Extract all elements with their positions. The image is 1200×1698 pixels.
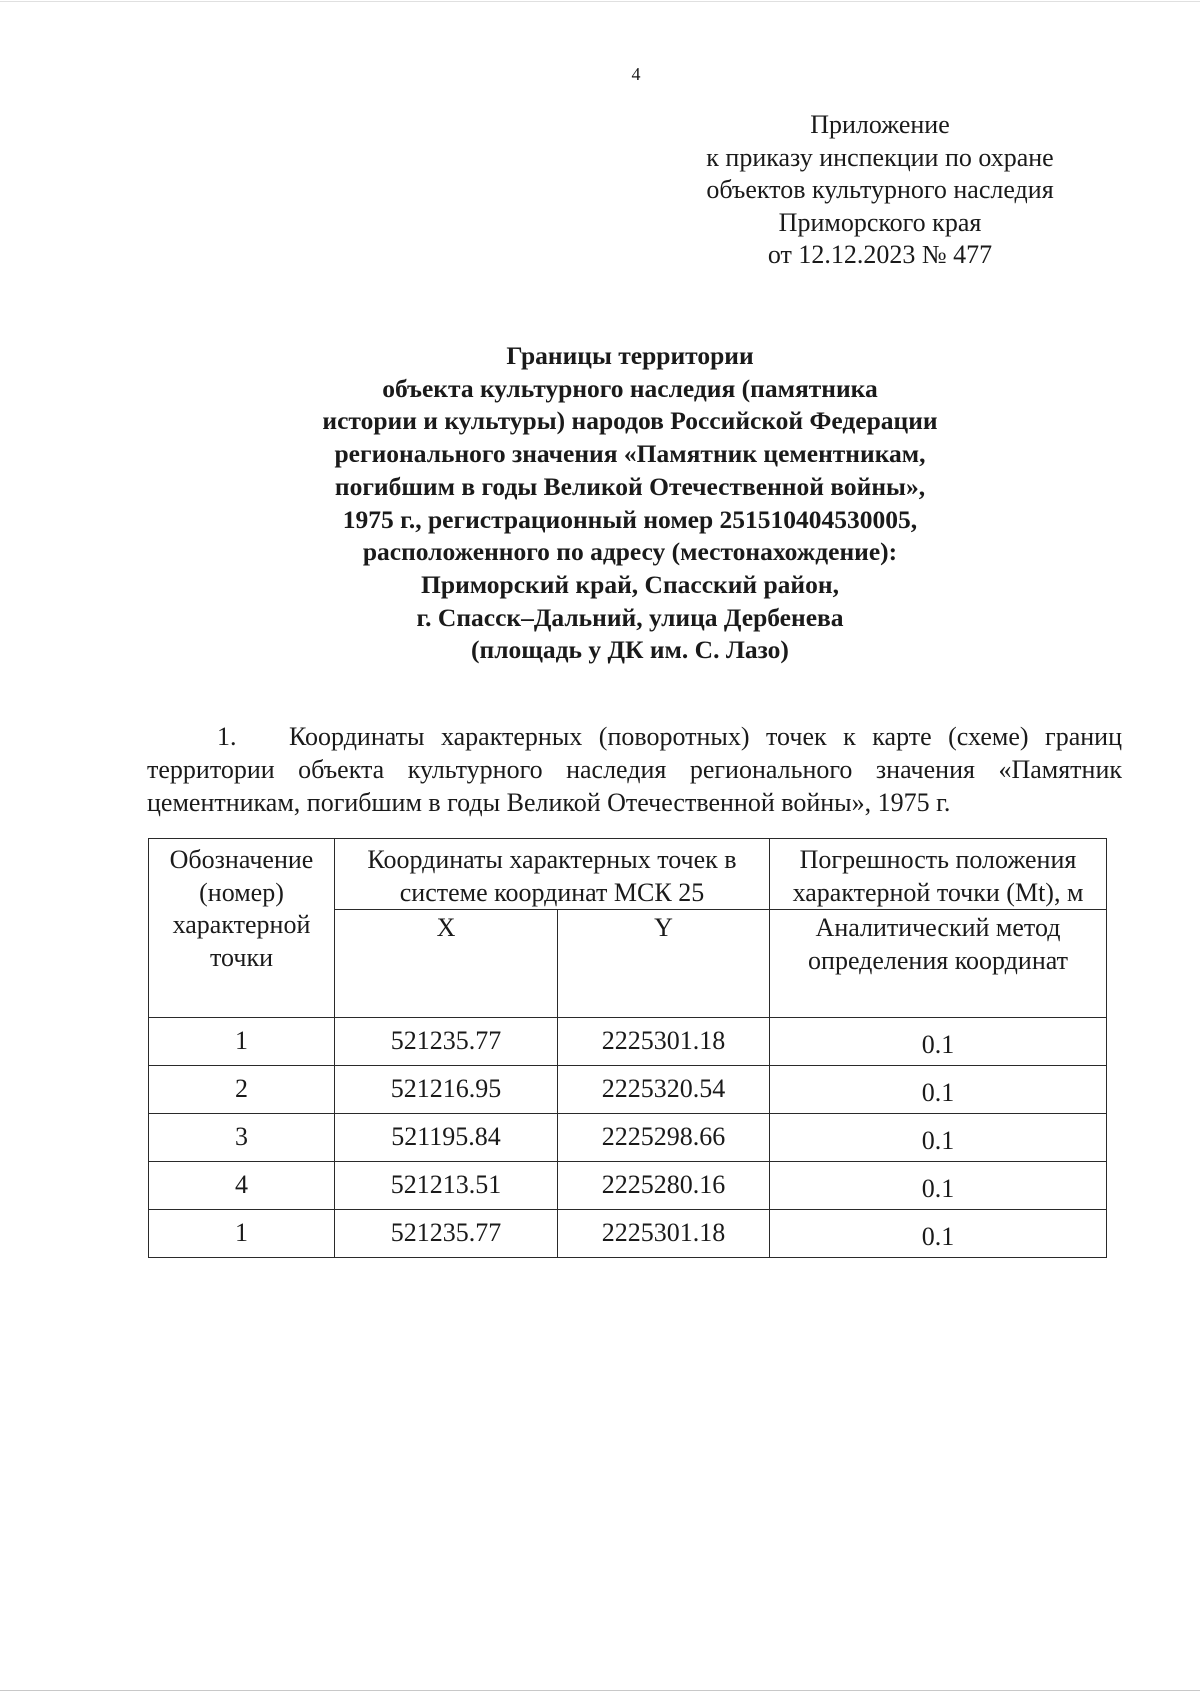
cell-point: 3: [149, 1114, 335, 1162]
title-line: расположенного по адресу (местонахождение):: [362, 537, 898, 567]
annex-line: к приказу инспекции по охране: [706, 142, 1054, 172]
cell-y: 2225320.54: [558, 1066, 770, 1114]
scan-edge-top: [0, 1, 1200, 2]
cell-y: 2225301.18: [558, 1018, 770, 1066]
title-line: 1975 г., регистрационный номер 251510404530005,: [342, 504, 918, 534]
cell-x: 521235.77: [335, 1018, 558, 1066]
page-number: 4: [631, 64, 641, 84]
title-line: Приморский край, Спасский район,: [421, 569, 839, 599]
annex-block: [660, 109, 1100, 272]
table-row: [149, 1162, 1107, 1210]
header-y: Y: [558, 910, 770, 1018]
document-title: [230, 340, 1030, 667]
cell-y: 2225298.66: [558, 1114, 770, 1162]
title-line: истории и культуры) народов Российской Федерации: [322, 406, 938, 436]
cell-mt: 0.1: [770, 1210, 1107, 1258]
title-line: регионального значения «Памятник цементникам,: [334, 439, 926, 469]
cell-y: 2225280.16: [558, 1162, 770, 1210]
cell-y: 2225301.18: [558, 1210, 770, 1258]
header-error: Погрешность положения характерной точки (Mt), м: [770, 839, 1107, 910]
coordinates-table: [148, 838, 1107, 1258]
header-point: Обозначение (номер) характерной точки: [149, 839, 335, 1018]
cell-x: 521195.84: [335, 1114, 558, 1162]
title-line: объекта культурного наследия (памятника: [382, 373, 878, 403]
header-x: X: [335, 910, 558, 1018]
title-line: (площадь у ДК им. С. Лазо): [471, 635, 789, 665]
header-method: Аналитический метод определения координат: [770, 910, 1107, 1018]
paragraph-1: [147, 720, 1122, 819]
cell-x: 521235.77: [335, 1210, 558, 1258]
cell-point: 1: [149, 1210, 335, 1258]
table-header-row: [149, 839, 1107, 910]
annex-line: от 12.12.2023 № 477: [767, 240, 993, 269]
table-row: [149, 1018, 1107, 1066]
cell-mt: 0.1: [770, 1114, 1107, 1162]
table-row: [149, 1066, 1107, 1114]
cell-point: 2: [149, 1066, 335, 1114]
table-row: [149, 1210, 1107, 1258]
cell-mt: 0.1: [770, 1066, 1107, 1114]
paragraph-number: 1.: [217, 722, 237, 751]
cell-point: 4: [149, 1162, 335, 1210]
title-line: погибшим в годы Великой Отечественной войны»,: [334, 471, 926, 501]
annex-line: Приложение: [810, 110, 950, 139]
cell-mt: 0.1: [770, 1018, 1107, 1066]
cell-point: 1: [149, 1018, 335, 1066]
cell-mt: 0.1: [770, 1162, 1107, 1210]
title-line: г. Спасск–Дальний, улица Дербенева: [416, 602, 844, 632]
scan-edge-bottom: [0, 1690, 1200, 1691]
annex-line: объектов культурного наследия: [706, 175, 1054, 204]
title-line: Границы территории: [506, 341, 754, 370]
paragraph-text: Координаты характерных (поворотных) точек к карте (схеме) границ территории объекта культурного наследия регионального значения «Памятник цементникам, погибшим в годы Великой Отечественной войны», 1975 г.: [147, 722, 1122, 817]
table-row: [149, 1114, 1107, 1162]
cell-x: 521213.51: [335, 1162, 558, 1210]
header-coordinates: Координаты характерных точек в системе координат МСК 25: [335, 839, 770, 910]
annex-line: Приморского края: [778, 207, 982, 237]
cell-x: 521216.95: [335, 1066, 558, 1114]
